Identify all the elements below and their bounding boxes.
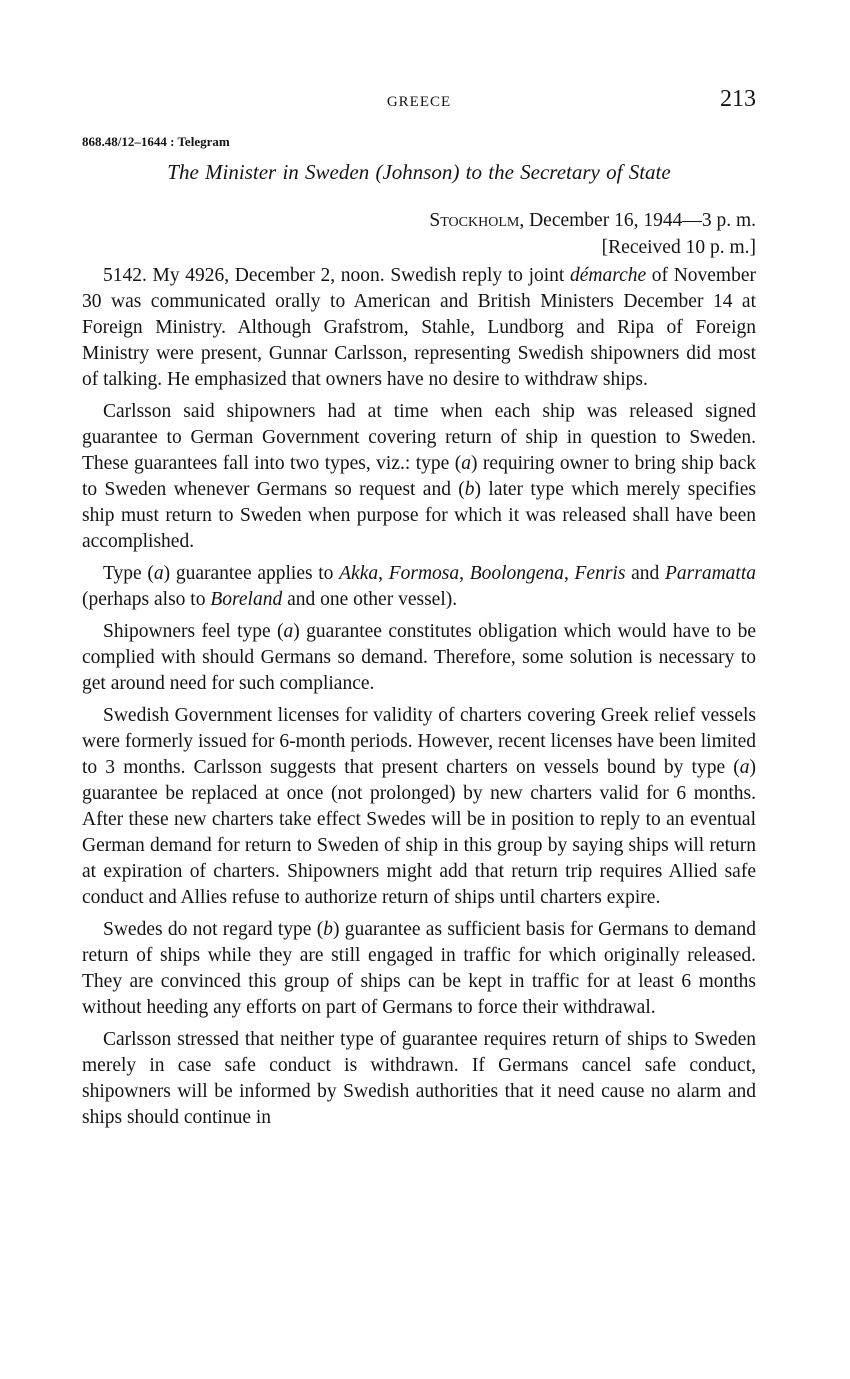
text-run: ) guarantee be replaced at once (not prolonged) by new charters valid for 6 months. After these new charters take effect Swedes will be in position to reply to an eventual German demand for return to Sweden of ship in this group by saying ships will return at expiration of charters. Shipowners might add that return trip requires Allied safe conduct and Allies refuse to authorize return of ships until charters expire.: [82, 757, 756, 908]
running-title: GREECE: [386, 94, 452, 110]
heading-name: Johnson: [382, 160, 453, 184]
text-run: ) guarantee as sufficient basis for Germans to demand return of ships while they are still engaged in traffic for which originally released. They are convinced this group of ships can be kept in traffic for at least 6 months without heeding any efforts on part of Germans to force their withdrawal.: [82, 919, 756, 1018]
page-number: 213: [720, 86, 756, 112]
italic-letter: a: [461, 453, 471, 474]
italic-letter: a: [283, 621, 294, 642]
paragraph-1: [82, 263, 756, 393]
text-run: Shipowners feel type (: [103, 621, 284, 642]
text-run: ) guarantee constitutes obligation which would have to be complied with should Germans so demand. Therefore, some solution is necessary to get around need for such compliance.: [82, 621, 756, 694]
heading-part: The Minister in Sweden (: [167, 160, 383, 184]
document-page: [82, 86, 756, 1131]
text-run: Type (: [103, 563, 154, 584]
text-run: ) requiring owner to bring ship back to Sweden whenever Germans so request and (: [82, 453, 756, 500]
italic-letter: a: [739, 757, 750, 778]
dateline: [82, 207, 756, 261]
running-head: [82, 86, 756, 122]
dateline-place: Stockholm: [429, 210, 520, 231]
text-run: of November 30 was communicated orally to American and British Ministers December 14 at Foreign Ministry. Although Grafstrom, Stahle, Lundborg and Ripa of Foreign Ministry were present, Gunnar Carlsson, representing Swedish shipowners did most of talking. He emphasized that owners have no desire to withdraw ships.: [82, 265, 756, 390]
paragraph-6: [82, 917, 756, 1021]
ship-name: Parramatta: [665, 563, 757, 584]
italic-term: démarche: [569, 265, 647, 286]
italic-letter: b: [464, 479, 475, 500]
separator: and: [625, 563, 665, 584]
paragraph-2: [82, 399, 756, 555]
text-run: ) later type which merely specifies ship must return to Sweden when purpose for which it was released shall have been accomplished.: [82, 479, 756, 552]
text-run: Carlsson said shipowners had at time when each ship was released signed guarantee to German Government covering return of ship in question to Sweden. These guarantees fall into two types, viz.: type (: [82, 401, 756, 474]
paragraph-5: [82, 703, 756, 911]
ship-name: Akka: [339, 563, 379, 584]
text-run: and one other vessel).: [282, 589, 458, 610]
paragraph-4: [82, 619, 756, 697]
paragraph-3: [82, 561, 756, 613]
separator: ,: [459, 563, 470, 584]
separator: ,: [378, 563, 389, 584]
italic-letter: a: [153, 563, 164, 584]
text-run: Carlsson stressed that neither type of guarantee requires return of ships to Sweden merely in case safe conduct is withdrawn. If Germans cancel safe conduct, shipowners will be informed by Swedish authorities that it need cause no alarm and ships should continue in: [82, 1029, 756, 1128]
document-heading: [82, 160, 756, 185]
heading-part: ) to the Secretary of State: [452, 160, 671, 184]
text-run: ) guarantee applies to: [163, 563, 340, 584]
dateline-sent: [82, 207, 756, 234]
ship-name: Formosa: [388, 563, 460, 584]
dateline-date: , December 16, 1944—3 p. m.: [519, 210, 756, 231]
paragraph-7: [82, 1027, 756, 1131]
ship-name: Fenris: [574, 563, 626, 584]
text-run: 5142. My 4926, December 2, noon. Swedish reply to joint: [103, 265, 570, 286]
text-run: Swedes do not regard type (: [103, 919, 324, 940]
text-run: (perhaps also to: [82, 589, 211, 610]
ship-name: Boolongena: [469, 563, 564, 584]
ship-name: Boreland: [210, 589, 283, 610]
italic-letter: b: [323, 919, 333, 940]
text-run: Swedish Government licenses for validity of charters covering Greek relief vessels were formerly issued for 6-month periods. However, recent licenses have been limited to 3 months. Carlsson suggests that present charters on vessels bound by type (: [82, 705, 756, 778]
file-reference: 868.48/12–1644 : Telegram: [82, 134, 230, 149]
separator: ,: [563, 563, 575, 584]
dateline-received: [Received 10 p. m.]: [601, 237, 756, 258]
